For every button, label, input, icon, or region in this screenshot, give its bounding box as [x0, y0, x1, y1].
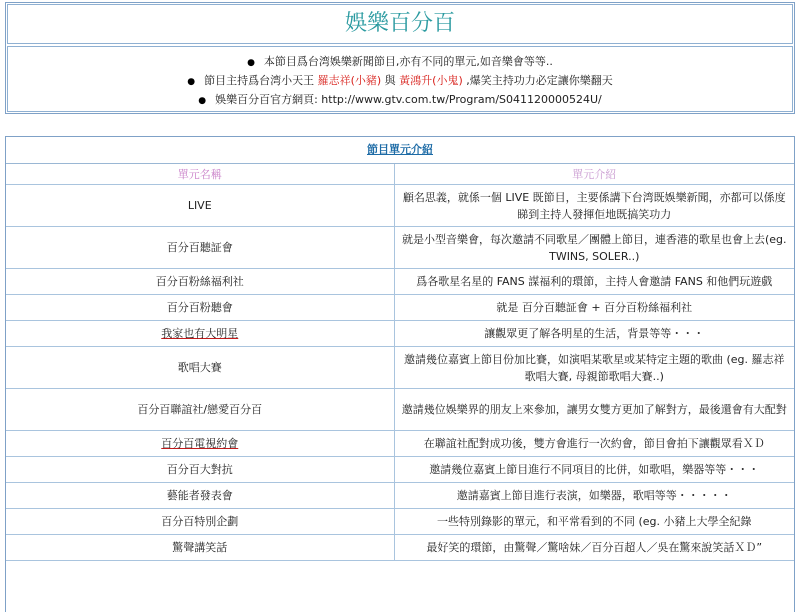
table-row: [6, 295, 794, 321]
table-row: [6, 227, 794, 269]
table-row: [6, 483, 794, 509]
table-row: [6, 457, 794, 483]
host-name-1: 羅志祥(小豬): [317, 74, 382, 87]
segment-name: 藝能者發表會: [6, 483, 394, 509]
intro-line-description: [8, 52, 792, 71]
segments-title: [6, 137, 794, 164]
segment-name: 百分百大對抗: [6, 457, 394, 483]
bullet-icon: ●: [247, 58, 255, 68]
hosts-suffix: ,爆笑主持功力必定讓你樂翻天: [462, 74, 613, 87]
segment-name: 歌唱大賽: [6, 347, 394, 389]
official-website-text: 娛樂百分百官方網頁: http://www.gtv.com.tw/Program/S041120000524U/: [215, 93, 602, 106]
segment-name: 百分百粉絲福利社: [6, 269, 394, 295]
header-segment-name: 單元名稱: [6, 164, 394, 185]
table-row: [6, 269, 794, 295]
table-row: [6, 389, 794, 431]
table-row: [6, 185, 794, 227]
segments-title-text: 節目單元介紹: [367, 143, 433, 156]
host-name-2: 黃鴻升(小鬼): [399, 74, 463, 87]
table-row: [6, 321, 794, 347]
table-row: [6, 431, 794, 457]
segment-name-text: 百分百電視約會: [161, 437, 239, 450]
table-row: [6, 509, 794, 535]
intro-text: 本節目爲台湾娛樂新聞節目,亦有不同的單元,如音樂會等等..: [263, 55, 553, 68]
segment-name: [6, 321, 394, 347]
hosts-prefix: 節目主持爲台湾小天王: [204, 74, 318, 87]
page-title: 娛樂百分百: [7, 4, 793, 44]
segment-name-text: 我家也有大明星: [161, 327, 239, 340]
hosts-mid: 與: [381, 74, 400, 87]
segment-desc: 邀請幾位嘉賓上節目進行不同項目的比併，如歌唱，樂器等等・・・: [394, 457, 794, 483]
segment-desc: 就是 百分百聽証會 + 百分百粉絲福利社: [394, 295, 794, 321]
segment-desc: 讓觀眾更了解各明星的生活，背景等等・・・: [394, 321, 794, 347]
header-segment-desc: 單元介紹: [394, 164, 794, 185]
segment-name: [6, 431, 394, 457]
table-header-row: [6, 164, 794, 185]
segment-name: 驚聲講笑話: [6, 535, 394, 561]
segment-desc: 最好笑的環節，由驚聲／驚啥妹／百分百超人／吳在驚來說笑話ＸＤ”: [394, 535, 794, 561]
segment-desc: 邀請幾位娛樂界的朋友上來參加，讓男女雙方更加了解對方，最後還會有大配對: [394, 389, 794, 431]
bullet-icon: ●: [187, 77, 196, 87]
segment-desc: 爲各歌星名星的 FANS 謀福利的環節，主持人會邀請 FANS 和他們玩遊戲: [394, 269, 794, 295]
segment-name: 百分百特別企劃: [6, 509, 394, 535]
segment-name: LIVE: [6, 185, 394, 227]
segment-name: 百分百粉聽會: [6, 295, 394, 321]
bullet-icon: ●: [198, 96, 207, 106]
segment-name: 百分百聽証會: [6, 227, 394, 269]
segments-panel: [5, 136, 795, 612]
intro-list: [8, 47, 792, 109]
intro-body: [7, 46, 793, 112]
segment-desc: 在聯誼社配對成功後，雙方會進行一次約會，節目會拍下讓觀眾看ＸＤ: [394, 431, 794, 457]
segment-desc: 一些特別錄影的單元，和平常看到的不同 (eg. 小豬上大學全紀錄: [394, 509, 794, 535]
intro-line-website: [8, 90, 792, 109]
segment-desc: 邀請嘉賓上節目進行表演，如樂器，歌唱等等・・・・・: [394, 483, 794, 509]
segment-desc: 就是小型音樂會，每次邀請不同歌星／團體上節目，連香港的歌星也會上去(eg. TWINS, SOLER..): [394, 227, 794, 269]
intro-panel: [5, 2, 795, 114]
segment-desc: 顧名思義，就係一個 LIVE 既節目，主要係講下台湾既娛樂新聞，亦都可以係度睇到主持人發揮佢地既搞笑功力: [394, 185, 794, 227]
table-row: [6, 347, 794, 389]
segment-name: 百分百聯誼社/戀愛百分百: [6, 389, 394, 431]
table-row: [6, 535, 794, 561]
segment-desc: 邀請幾位嘉賓上節目份加比賽，如演唱某歌星或某特定主題的歌曲 (eg. 羅志祥歌唱大賽, 母親節歌唱大賽..): [394, 347, 794, 389]
segments-table: [6, 164, 794, 561]
intro-line-hosts: [8, 71, 792, 90]
